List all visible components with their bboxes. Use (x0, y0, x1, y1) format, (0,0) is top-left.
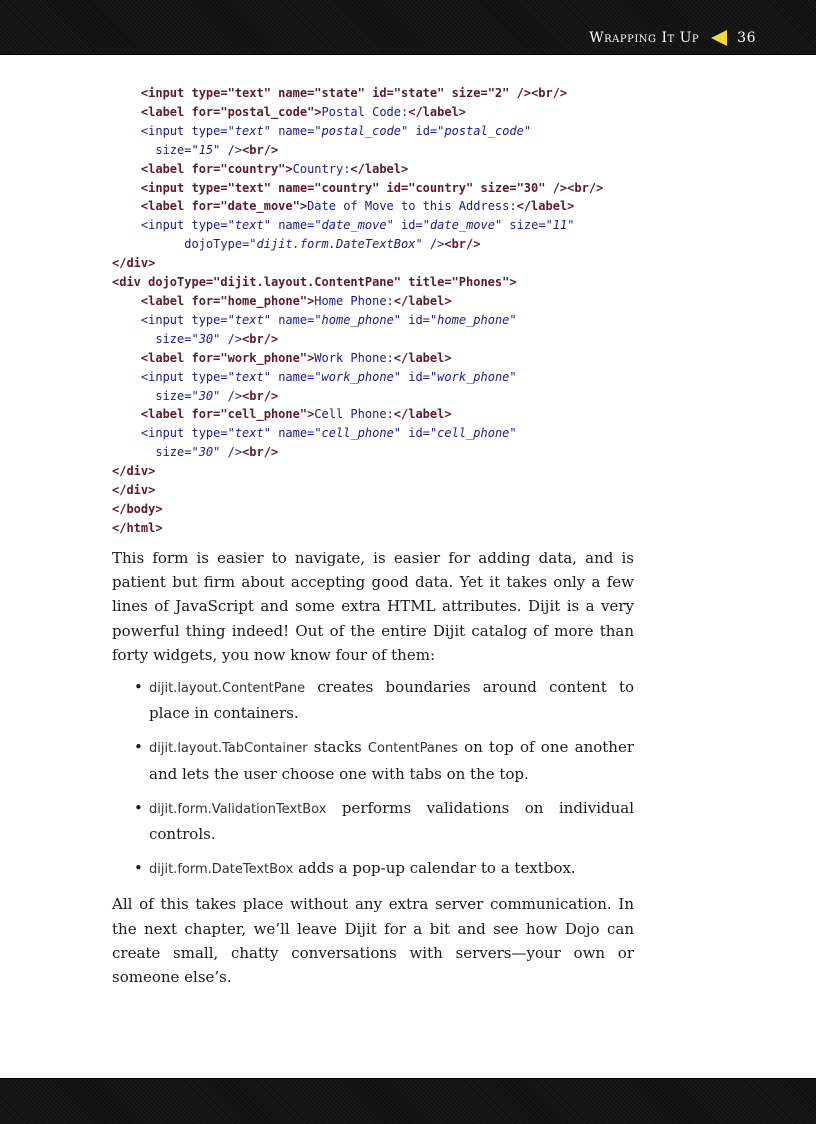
code-line: </div> (112, 483, 156, 498)
code-line: <input type="text" name="country" id="country" size="30" /><br/> (140, 180, 604, 195)
body-text (112, 546, 634, 989)
code-line: size="30" /><br/> (155, 388, 279, 403)
code-line: size="30" /><br/> (155, 331, 279, 346)
page-header-bar (0, 0, 816, 55)
list-item: • dijit.form.ValidationTextBox performs validations on individual controls. (112, 796, 634, 846)
code-line: <label for="work_phone">Work Phone:</label> (140, 350, 452, 365)
code-listing (112, 84, 603, 538)
code-line: <input type="text" name="work_phone" id="work_phone" (140, 369, 517, 384)
code-line: </body> (112, 501, 163, 516)
code-line: </html> (112, 520, 163, 535)
code-line: size="30" /><br/> (155, 445, 279, 460)
bullet-icon: • (134, 678, 143, 697)
class-name: dijit.layout.ContentPane (149, 681, 306, 697)
code-line: </div> (112, 256, 156, 271)
widget-list (112, 675, 634, 882)
code-line: <input type="text" name="state" id="state" size="2" /><br/> (140, 86, 568, 100)
code-line: <input type="text" name="date_move" id="date_move" size="11" (140, 218, 575, 233)
paragraph: This form is easier to navigate, is easier for adding data, and is patient but firm about accepting good data. Yet it takes only a few lines of JavaScript and some extra HTML attributes. Dijit is a very powerful thing indeed! Out of the entire Dijit catalog of more than forty widgets, you now know four of them: (112, 549, 634, 664)
page-number: 36 (737, 30, 756, 46)
bullet-icon: • (134, 859, 143, 878)
class-name: dijit.form.DateTextBox (149, 862, 294, 878)
bullet-icon: • (134, 738, 143, 757)
code-line: <input type="text" name="postal_code" id="postal_code" (140, 123, 532, 138)
code-line: <label for="date_move">Date of Move to this Address:</label> (140, 199, 575, 214)
code-line: <label for="home_phone">Home Phone:</label> (140, 293, 452, 308)
running-header (589, 30, 756, 46)
list-item: • dijit.form.DateTextBox adds a pop-up calendar to a textbox. (112, 856, 634, 882)
code-line: <label for="postal_code">Postal Code:</label> (140, 104, 467, 119)
list-item: • dijit.layout.TabContainer stacks ContentPanes on top of one another and lets the user choose one with tabs on the top. (112, 735, 634, 785)
code-line: <label for="cell_phone">Cell Phone:</label> (140, 407, 452, 422)
code-line: <div dojoType="dijit.layout.ContentPane" title="Phones"> (112, 275, 517, 290)
bullet-icon: • (134, 798, 143, 817)
code-line: <label for="country">Country:</label> (140, 161, 409, 176)
code-line: dojoType="dijit.form.DateTextBox" /><br/> (184, 237, 481, 252)
code-line: <input type="text" name="cell_phone" id="cell_phone" (140, 426, 517, 441)
paragraph: All of this takes place without any extra server communication. In the next chapter, we’ll leave Dijit for a bit and see how Dojo can create small, chatty conversations with servers—your own or someone else’s. (112, 895, 634, 987)
class-name: ContentPanes (367, 741, 458, 757)
left-arrow-icon (711, 30, 727, 46)
class-name: dijit.layout.TabContainer (149, 741, 308, 757)
page-footer-bar (0, 1078, 816, 1124)
list-item: • dijit.layout.ContentPane creates boundaries around content to place in containers. (112, 675, 634, 725)
code-line: size="15" /><br/> (155, 142, 279, 157)
chapter-title: Wrapping It Up (589, 30, 700, 46)
class-name: dijit.form.ValidationTextBox (149, 801, 327, 817)
code-line: </div> (112, 464, 156, 479)
code-line: <input type="text" name="home_phone" id="home_phone" (140, 312, 517, 327)
